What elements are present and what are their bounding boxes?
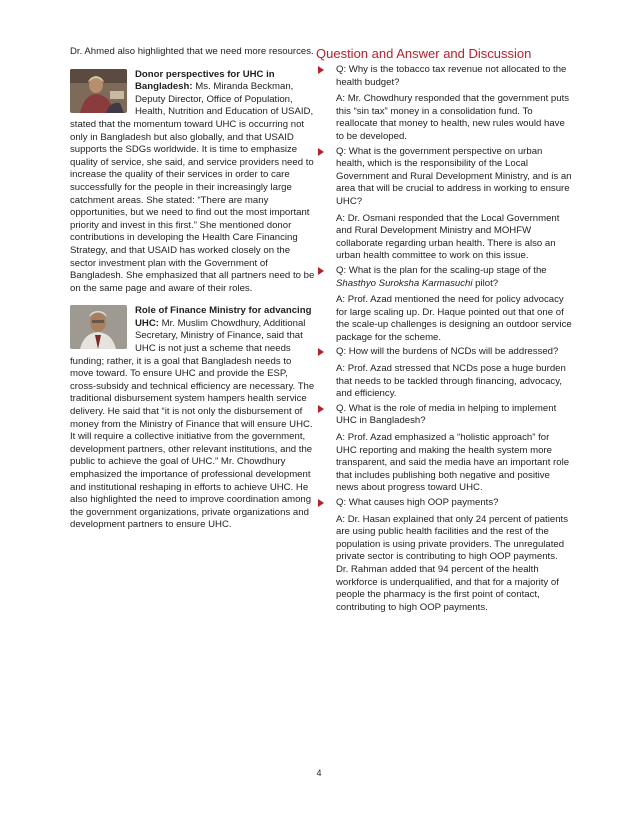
left-column [70,46,316,532]
bullet-arrow-icon [318,405,324,413]
qa-question: Q. What is the role of media in helping to implement UHC in Bangladesh? [336,402,557,427]
qa-question-program-name: Shasthyo Suroksha Karmasuchi [336,277,473,289]
qa-answer: A: Prof. Azad mentioned the need for policy advocacy for large scaling up. Dr. Haque pointed out that one of the scale-up challenges is designing an outdoor service package for the scheme. [336,294,572,343]
page-number: 4 [316,768,322,778]
qa-heading: Question and Answer and Discussion [316,46,532,61]
section-usaid [70,69,316,296]
qa-question: Q: What causes high OOP payments? [336,497,499,508]
qa-question: Q: What is the government perspective on urban health, which is the responsibility of the Local Government and Rural Development Ministry, and is an area that will be crucial to address in working to ensure UHC? [336,145,572,207]
qa-item [316,146,572,263]
qa-question: Q: Why is the tobacco tax revenue not allocated to the health budget? [336,64,567,88]
bullet-arrow-icon [318,499,324,507]
intro-paragraph: Dr. Ahmed also highlighted that we need more resources. [70,46,314,57]
qa-answer: A: Mr. Chowdhury responded that the government puts this “sin tax” money in a consolidation fund. To reallocate that money to health, new rules would have to be developed. [336,93,570,142]
qa-question-part: pilot? [472,277,499,289]
qa-item [316,403,572,495]
finance-body: Mr. Muslim Chowdhury, Additional Secretary, Ministry of Finance, said that UHC is not just a scheme that needs funding; rather, it is a goal that Bangladesh needs to move toward. To ensure UHC and provide the ESP, cross-subsidy and technical efficiency are necessary. The traditional disbursement system hampers health service delivery. He said that “it is not only the disbursement of money from the Ministry of Finance that will ensure UHC. It will require a collective initiative from the government, development partners, other relevant institutions, and the public to achieve the goal of UHC.” Mr. Chowdhury emphasized the importance of professional development and institutional reshaping in efforts to achieve UHC. He also highlighted the need to improve coordination among the government organizations, private organizations and development partners to ensure UHC. [70,317,315,531]
speaker-photo-usaid [70,69,127,113]
qa-item [316,265,572,345]
bullet-arrow-icon [318,66,324,74]
section-finance [70,305,316,532]
right-column [316,46,572,616]
qa-answer: A: Prof. Azad emphasized a “holistic approach” for UHC reporting and making the health system more transparent, and said the media have an important role that includes publishing both negative and positive news about progress toward UHC. [336,432,570,494]
qa-answer: A: Dr. Hasan explained that only 24 percent of patients are using public health facilities and the rest of the population is using private providers. The unregulated private sector is contributing to high OOP payments. Dr. Rahman added that 94 percent of the health workforce is underqualified, and that for a majority of people the pharmacy is the first point of contact, contributing to high OOP payments. [336,513,568,613]
qa-question-part: Q: What is the plan for the scaling-up stage of the [336,264,547,276]
speaker-photo-finance [70,305,127,349]
qa-answer: A: Prof. Azad stressed that NCDs pose a huge burden that needs to be tackled through financing, advocacy, and efficiency. [336,363,566,400]
qa-question [336,265,572,290]
qa-item [316,497,572,614]
bullet-arrow-icon [318,148,324,156]
bullet-arrow-icon [318,348,324,356]
usaid-body: Ms. Miranda Beckman, Deputy Director, Office of Population, Health, Nutrition and Education of USAID, stated that the momentum toward UHC is occurring not only in Bangladesh but also globally, and that USAID supports the SDGs worldwide. It is time to emphasize quality of service, she said, and service providers need to increase the quality of their services in order to care successfully for the people in their increasingly large catchment areas. She stated: “There are many opportunities, but we need to find out the most important priority and invest in this first.” She mentioned donor contributions in developing the Health Care Financing Strategy, and that USAID has worked closely on the sector investment plan with the Government of Bangladesh. She emphasized that all partners need to be on the same page and aware of their roles. [70,81,315,294]
qa-question: Q: How will the burdens of NCDs will be addressed? [336,346,559,358]
bullet-arrow-icon [318,267,324,275]
qa-item [316,346,572,400]
usaid-heading: Donor perspectives for UHC in Bangladesh: [135,68,275,93]
finance-heading: Role of Finance Ministry for advancing UHC: [135,305,312,329]
qa-item [316,64,572,144]
qa-answer: A: Dr. Osmani responded that the Local Government and Rural Development Ministry and MOHFW collaborate regarding urban health. There is also an urban health committee to work on this issue. [336,212,560,262]
qa-list [316,64,572,614]
